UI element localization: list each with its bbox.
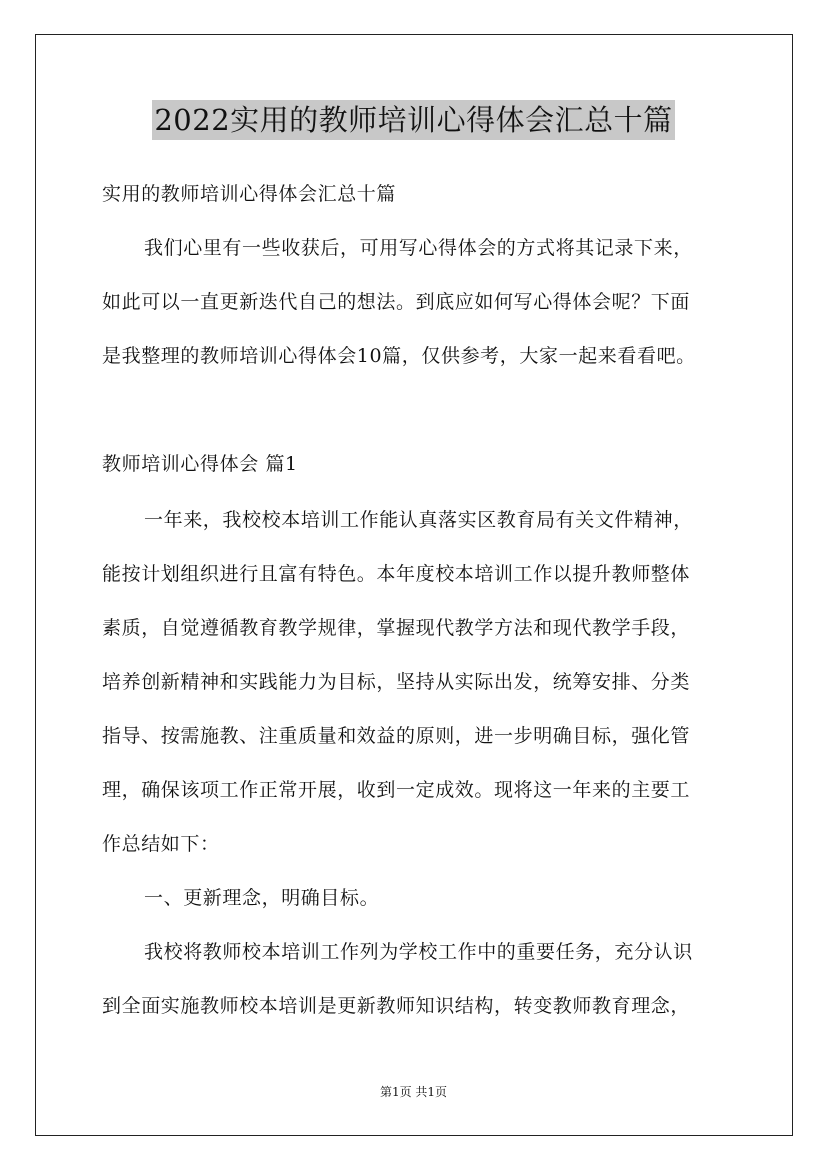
title-container [0, 100, 827, 140]
body-line-4: 培养创新精神和实践能力为目标，坚持从实际出发，统筹安排、分类 [102, 671, 691, 693]
intro-line-1: 我们心里有一些收获后，可用写心得体会的方式将其记录下来， [144, 237, 693, 259]
body2-line-2: 到全面实施教师校本培训是更新教师知识结构，转变教师教育理念， [102, 995, 691, 1017]
intro-line-3: 是我整理的教师培训心得体会10篇，仅供参考，大家一起来看看吧。 [102, 345, 696, 367]
subtitle: 实用的教师培训心得体会汇总十篇 [102, 183, 397, 205]
body-line-1: 一年来，我校校本培训工作能认真落实区教育局有关文件精神， [144, 509, 693, 531]
document-title: 2022实用的教师培训心得体会汇总十篇 [152, 100, 674, 140]
section-heading: 教师培训心得体会 篇1 [102, 453, 298, 475]
intro-line-2: 如此可以一直更新迭代自己的想法。到底应如何写心得体会呢？下面 [102, 291, 691, 313]
point-heading-1: 一、更新理念，明确目标。 [144, 887, 380, 909]
body2-line-1: 我校将教师校本培训工作列为学校工作中的重要任务，充分认识 [144, 941, 693, 963]
body-line-3: 素质，自觉遵循教育教学规律，掌握现代教学方法和现代教学手段， [102, 617, 691, 639]
body-line-7: 作总结如下： [102, 833, 220, 855]
page-footer: 第1页 共1页 [379, 1085, 448, 1099]
body-line-5: 指导、按需施教、注重质量和效益的原则，进一步明确目标，强化管 [102, 725, 691, 747]
body-line-2: 能按计划组织进行且富有特色。本年度校本培训工作以提升教师整体 [102, 563, 691, 585]
body-line-6: 理，确保该项工作正常开展，收到一定成效。现将这一年来的主要工 [102, 779, 691, 801]
